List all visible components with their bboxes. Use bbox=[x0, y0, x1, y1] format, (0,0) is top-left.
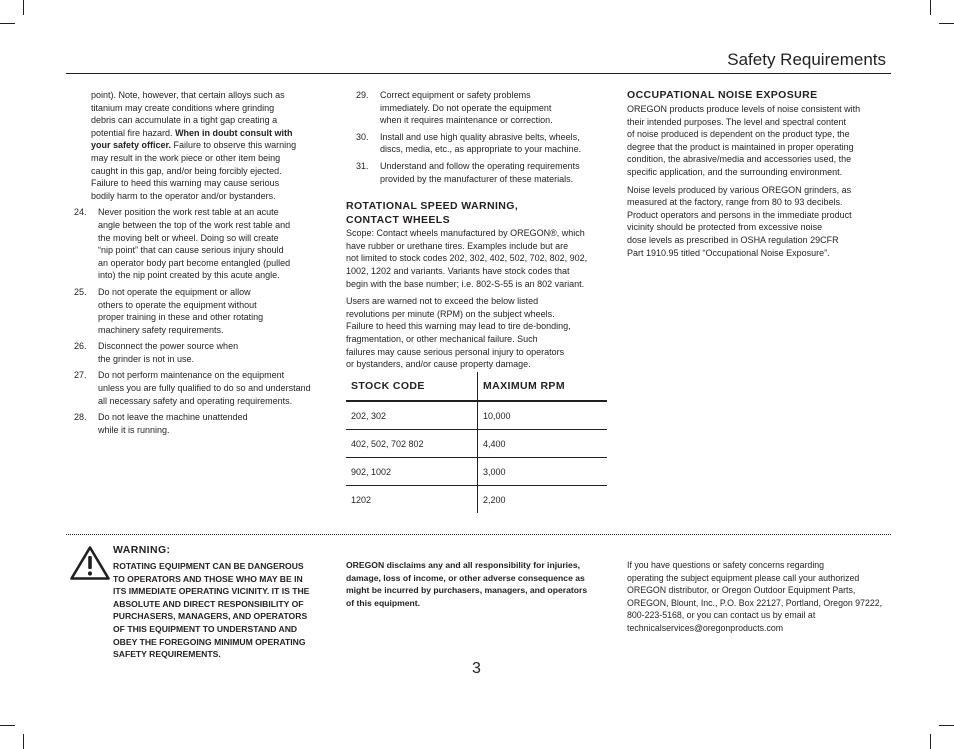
warning-title: WARNING: bbox=[113, 544, 171, 556]
text-line: OREGON distributor, or Oregon Outdoor Equipment Parts, bbox=[627, 585, 856, 596]
item-text bbox=[98, 369, 326, 407]
rpm-table bbox=[346, 372, 607, 513]
item-number: 25. bbox=[74, 286, 87, 297]
continued-paragraph bbox=[91, 89, 326, 202]
text-line: the moving belt or wheel. Doing so will create bbox=[98, 232, 279, 243]
text-line: while it is running. bbox=[98, 424, 170, 435]
warning-triangle-icon bbox=[70, 546, 110, 580]
text-line: Do not operate the equipment or allow bbox=[98, 286, 251, 297]
text-line: 1002, 1202 and variants. Variants have stock codes that bbox=[346, 265, 570, 276]
text-line: discs, media, etc., as appropriate to your machine. bbox=[380, 144, 582, 155]
item-text bbox=[380, 89, 611, 127]
text-line: immediately. Do not operate the equipment bbox=[380, 102, 552, 113]
table-row bbox=[346, 486, 607, 514]
text-line: of this equipment. bbox=[346, 597, 420, 608]
text-line: have rubber or urethane tires. Examples include but are bbox=[346, 240, 569, 251]
column-header: MAXIMUM RPM bbox=[478, 372, 608, 401]
text-line: caught in this gap, and/or being forcibly ejected. bbox=[91, 165, 282, 176]
numbered-list bbox=[356, 89, 611, 185]
warning-text bbox=[113, 560, 309, 661]
text-line bbox=[91, 139, 326, 152]
text-line: OREGON products produce levels of noise consistent with bbox=[627, 104, 861, 114]
text-line: technicalservices@oregonproducts.com bbox=[627, 622, 784, 633]
text-line: “nip point” that can cause serious injury should bbox=[98, 245, 284, 256]
text-line: TO OPERATORS AND THOSE WHO MAY BE IN bbox=[113, 573, 303, 584]
text-line: revolutions per minute (RPM) on the subject wheels. bbox=[346, 308, 555, 319]
text-line: Scope: Contact wheels manufactured by OREGON®, which bbox=[346, 228, 585, 239]
text-line: Noise levels produced by various OREGON grinders, as bbox=[627, 184, 852, 195]
item-number: 27. bbox=[74, 370, 87, 381]
text-line: Do not leave the machine unattended bbox=[98, 412, 248, 423]
text-line: Failure to heed this warning may cause serious bbox=[91, 178, 280, 189]
rpm-cell: 10,000 bbox=[478, 401, 608, 430]
text-line: all necessary safety and operating requirements. bbox=[98, 395, 293, 406]
crop-mark bbox=[23, 0, 24, 15]
text-line: titanium may create conditions where grinding bbox=[91, 102, 275, 113]
text-line: Understand and follow the operating requirements bbox=[380, 160, 580, 171]
text-line: bodily harm to the operator and/or bystanders. bbox=[91, 190, 276, 201]
text-line: Users are warned not to exceed the below listed bbox=[346, 296, 539, 307]
text-line: dose levels as prescribed in OSHA regulation 29CFR bbox=[627, 234, 839, 245]
list-item bbox=[74, 369, 326, 407]
left-column bbox=[74, 89, 326, 440]
crop-mark bbox=[930, 0, 931, 15]
stock-code-cell: 402, 502, 702 802 bbox=[346, 430, 478, 458]
list-item bbox=[74, 340, 326, 365]
text-line: Install and use high quality abrasive belts, wheels, bbox=[380, 131, 580, 142]
scope-paragraph bbox=[346, 227, 611, 290]
text-line: debris can accumulate in a tight gap creating a bbox=[91, 115, 278, 126]
stock-code-cell: 202, 302 bbox=[346, 401, 478, 430]
noise-exposure-heading: OCCUPATIONAL NOISE EXPOSURE bbox=[627, 89, 818, 101]
text-line: condition, the abrasive/media and accessories used, the bbox=[627, 154, 852, 165]
item-number: 24. bbox=[74, 207, 87, 218]
table-row bbox=[346, 458, 607, 486]
text-line: provided by the manufacturer of these materials. bbox=[380, 173, 574, 184]
text-line: Correct equipment or safety problems bbox=[380, 90, 531, 100]
text-line: point). Note, however, that certain alloys such as bbox=[91, 90, 285, 100]
bold-text: When in doubt consult with bbox=[175, 127, 293, 138]
page-title: Safety Requirements bbox=[727, 50, 886, 69]
text-line: their intended purposes. The level and spectral content bbox=[627, 116, 846, 127]
text-line: SAFETY REQUIREMENTS. bbox=[113, 649, 221, 660]
list-item bbox=[356, 131, 611, 156]
rpm-cell: 2,200 bbox=[483, 494, 506, 505]
text-line: ABSOLUTE AND DIRECT RESPONSIBILITY OF bbox=[113, 598, 304, 609]
item-text bbox=[98, 340, 326, 365]
item-number: 26. bbox=[74, 341, 87, 352]
users-warning-paragraph bbox=[346, 295, 611, 371]
crop-mark bbox=[930, 734, 931, 749]
rotational-speed-heading bbox=[346, 199, 611, 227]
crop-mark bbox=[939, 725, 954, 726]
text-line: failures may cause serious personal injury to operators bbox=[346, 346, 565, 357]
stock-code-cell: 1202 bbox=[346, 486, 478, 514]
disclaimer-text bbox=[346, 559, 587, 609]
item-number: 30. bbox=[356, 131, 369, 142]
text-line: Failure to heed this warning may lead to tire de-bonding, bbox=[346, 321, 571, 332]
item-number: 28. bbox=[74, 412, 87, 423]
text-line: ROTATING EQUIPMENT CAN BE DANGEROUS bbox=[113, 561, 304, 571]
item-number: 29. bbox=[356, 90, 369, 100]
text-line: may result in the work piece or other item being bbox=[91, 152, 281, 163]
text-line: ITS IMMEDIATE OPERATING VICINITY. IT IS THE bbox=[113, 586, 310, 597]
bold-text: your safety officer. bbox=[91, 140, 172, 151]
rpm-cell: 4,400 bbox=[478, 430, 608, 458]
text-line: measured at the factory, range from 80 to 93 decibels. bbox=[627, 197, 843, 208]
text-line: the grinder is not in use. bbox=[98, 353, 195, 364]
text-line: OBEY THE FOREGOING MINIMUM OPERATING bbox=[113, 636, 306, 647]
item-text bbox=[380, 131, 611, 156]
text-run: Failure to observe this warning bbox=[171, 140, 297, 151]
text-line: might be incurred by purchasers, managers, and operators bbox=[346, 585, 588, 596]
crop-mark bbox=[0, 725, 15, 726]
text-line: PURCHASERS, MANAGERS, AND OPERATORS bbox=[113, 611, 308, 622]
dotted-divider bbox=[66, 534, 891, 535]
column-header: STOCK CODE bbox=[346, 372, 478, 401]
item-text bbox=[98, 206, 326, 282]
text-line: into) the nip point created by this acute angle. bbox=[98, 270, 280, 281]
text-line: degree that the product is maintained in proper operating bbox=[627, 141, 854, 152]
middle-column bbox=[346, 89, 611, 375]
crop-mark bbox=[23, 734, 24, 749]
list-item bbox=[356, 160, 611, 185]
rpm-cell: 3,000 bbox=[478, 458, 608, 486]
text-line: Product operators and persons in the immediate product bbox=[627, 209, 852, 220]
text-line: when it requires maintenance or correction. bbox=[380, 115, 553, 126]
crop-mark bbox=[0, 23, 15, 24]
text-line: unless you are fully qualified to do so and understand bbox=[98, 383, 311, 394]
text-line: specific application, and the surrounding environment. bbox=[627, 166, 843, 177]
item-text bbox=[98, 286, 326, 336]
list-item bbox=[74, 206, 326, 282]
text-line: OREGON disclaims any and all responsibility for injuries, bbox=[346, 560, 581, 570]
item-text bbox=[98, 411, 326, 436]
text-line: not limited to stock codes 202, 302, 402, 502, 702, 802, 902, bbox=[346, 253, 588, 264]
text-line: 800-223-5168, or you can contact us by email at bbox=[627, 610, 816, 621]
text-line: Disconnect the power source when bbox=[98, 341, 239, 352]
text-line: of noise produced is dependent on the product type, the bbox=[627, 129, 850, 140]
text-line: begin with the base number; i.e. 802-S-55 is an 802 variant. bbox=[346, 278, 585, 289]
noise-paragraph bbox=[627, 184, 892, 260]
stock-code-cell: 902, 1002 bbox=[346, 458, 478, 486]
noise-paragraph bbox=[627, 103, 892, 179]
text-line: machinery safety requirements. bbox=[98, 324, 224, 335]
text-line: fragmentation, or other mechanical failure. Such bbox=[346, 333, 538, 344]
heading-line: CONTACT WHEELS bbox=[346, 214, 450, 227]
table-header-row bbox=[346, 372, 607, 401]
list-item bbox=[74, 411, 326, 436]
text-line: Part 1910.95 titled “Occupational Noise Exposure”. bbox=[627, 247, 830, 258]
text-line bbox=[91, 127, 326, 140]
contact-text bbox=[627, 559, 882, 635]
item-text bbox=[380, 160, 611, 185]
text-line: OF THIS EQUIPMENT TO UNDERSTAND AND bbox=[113, 623, 298, 634]
text-line: If you have questions or safety concerns regarding bbox=[627, 560, 825, 570]
text-line: angle between the top of the work rest table and bbox=[98, 219, 291, 230]
list-item bbox=[356, 89, 611, 127]
heading-line: ROTATIONAL SPEED WARNING, bbox=[346, 200, 519, 213]
text-line: proper training in these and other rotating bbox=[98, 312, 264, 323]
text-line: OREGON, Blount, Inc., P.O. Box 22127, Portland, Oregon 97222, bbox=[627, 597, 883, 608]
right-column bbox=[627, 88, 892, 263]
text-run: potential fire hazard. bbox=[91, 127, 176, 138]
text-line: Never position the work rest table at an acute bbox=[98, 207, 279, 218]
table-row bbox=[346, 401, 607, 430]
crop-mark bbox=[939, 23, 954, 24]
table-row bbox=[346, 430, 607, 458]
text-line: an operator body part become entangled (pulled bbox=[98, 257, 291, 268]
item-number: 31. bbox=[356, 160, 369, 171]
header-divider bbox=[66, 73, 891, 74]
list-item bbox=[74, 286, 326, 336]
text-line: operating the subject equipment please call your authorized bbox=[627, 572, 860, 583]
text-line: Do not perform maintenance on the equipment bbox=[98, 370, 285, 381]
text-line: or bystanders, and/or cause property damage. bbox=[346, 359, 531, 370]
text-line: others to operate the equipment without bbox=[98, 299, 257, 310]
text-line: damage, loss of income, or other adverse consequence as bbox=[346, 572, 585, 583]
page-number: 3 bbox=[472, 660, 481, 677]
text-line: vicinity should be protected from excessive noise bbox=[627, 222, 823, 233]
numbered-list bbox=[74, 206, 326, 436]
